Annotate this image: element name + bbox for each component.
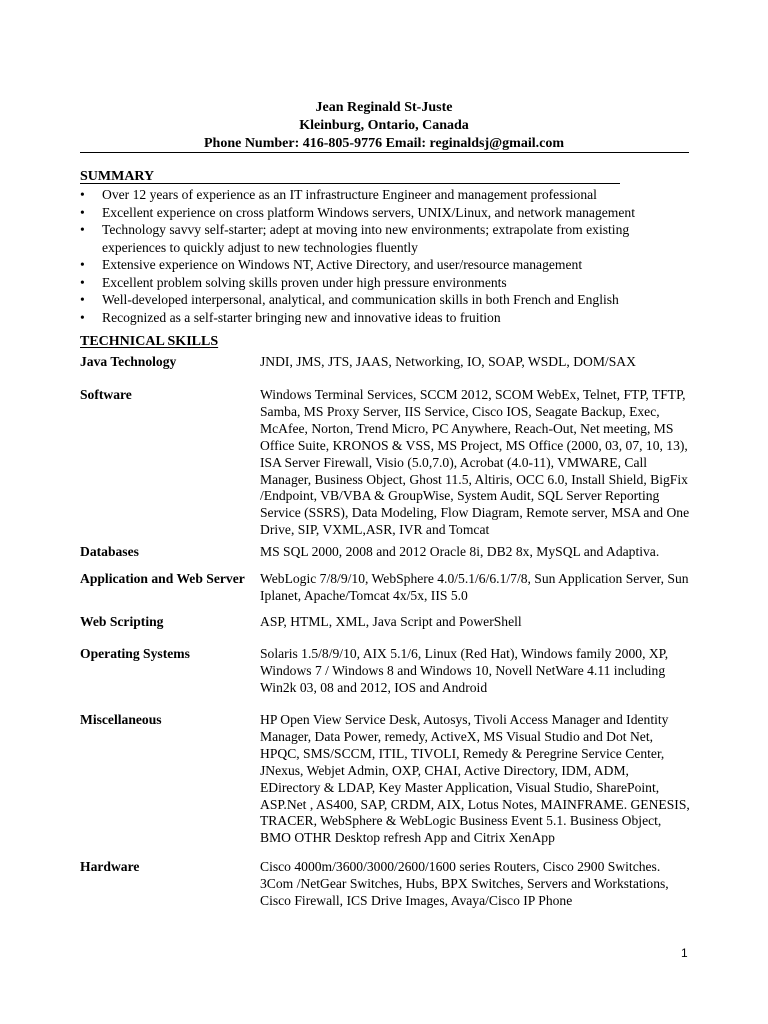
skill-value: Solaris 1.5/8/9/10, AIX 5.1/6, Linux (Red Hat), Windows family 2000, XP, Windows 7 / Windows 8 and Windows 10, Novell NetWare 4.11 including Win2k 03, 08 and 2012, IOS and Android <box>260 646 669 695</box>
summary-item: • Well-developed interpersonal, analytical, and communication skills in both French and English <box>80 292 619 307</box>
bullet-icon: • <box>80 204 85 220</box>
bullet-icon: • <box>80 292 85 307</box>
skill-value: HP Open View Service Desk, Autosys, Tivoli Access Manager and Identity Manager, Data Power, remedy, ActiveX, MS Visual Studio and Dot Net, HPQC, SMS/SCCM, ITIL, TIVOLI, Remedy & Peregrine Service Center, JNexus, Webjet Admin, OXP, CHAI, Active Directory, IDM, ADM, EDirectory & LDAP, Key Master Application, Visual Studio, SharePoint, ASP.Net , AS400, SAP, CRDM, AIX, Lotus Notes, MAINFRAME. GENESIS, TRACER, WebSphere & WebLogic Business Event 5.1. Business Object, BMO OTHR Desktop refresh App and Citrix XenApp <box>260 712 690 846</box>
bullet-icon: • <box>80 309 85 325</box>
skill-category: Software <box>80 387 132 402</box>
skill-value: MS SQL 2000, 2008 and 2012 Oracle 8i, DB2 8x, MySQL and Adaptiva. <box>260 544 660 559</box>
bullet-icon: • <box>80 222 85 237</box>
skill-value: JNDI, JMS, JTS, JAAS, Networking, IO, SOAP, WSDL, DOM/SAX <box>260 354 636 369</box>
summary-list <box>80 186 680 326</box>
skill-category: Hardware <box>80 859 140 874</box>
summary-item: • Extensive experience on Windows NT, Active Directory, and user/resource management <box>80 257 583 272</box>
candidate-location: Kleinburg, Ontario, Canada <box>299 118 469 133</box>
skill-category: Databases <box>80 544 139 559</box>
summary-item: • Over 12 years of experience as an IT infrastructure Engineer and management professional <box>80 187 597 202</box>
skill-category: Application and Web Server <box>80 571 245 586</box>
candidate-contact: Phone Number: 416-805-9776 Email: reginaldsj@gmail.com <box>203 136 564 151</box>
resume-header <box>80 99 688 153</box>
bullet-icon: • <box>80 274 85 290</box>
skill-value: ASP, HTML, XML, Java Script and PowerShell <box>260 614 522 629</box>
summary-item: • Excellent problem solving skills proven under high pressure environments <box>80 274 507 290</box>
skill-value: Windows Terminal Services, SCCM 2012, SCOM WebEx, Telnet, FTP, TFTP, Samba, MS Proxy Server, IIS Service, Cisco IOS, Seagate Backup, Exec, McAfee, Norton, Trend Micro, PC Anywhere, Reach-Out, Net meeting, MS Office Suite, KRONOS & VSS, MS Project, MS Office (2000, 03, 07, 10, 13), ISA Server Firewall, Visio (5.0,7.0), Acrobat (4.0-11), VMWARE, Call Manager, Business Object, Ghost 11.5, Altiris, OCC 6.0, Install Shield, BigFix /Endpoint, VB/VBA & GroupWise, System Audit, SQL Server Reporting Service (SSRS), Data Modeling, Flow Diagram, Remote server, MSA and One Drive, SIP, VXML,ASR, IVR and Tomcat <box>260 387 690 538</box>
skill-value: WebLogic 7/8/9/10, WebSphere 4.0/5.1/6/6.1/7/8, Sun Application Server, Sun Iplanet, Apache/Tomcat 4x/5x, IIS 5.0 <box>260 571 689 603</box>
header-divider <box>80 152 689 153</box>
bullet-icon: • <box>80 257 85 272</box>
summary-heading: SUMMARY <box>80 169 155 184</box>
summary-item: • Technology savvy self-starter; adept at moving into new environments; extrapolate from existing experiences to quickly adjust to new technologies fluently <box>80 222 630 255</box>
candidate-name: Jean Reginald St-Juste <box>315 100 453 115</box>
page-number: 1 <box>681 946 688 960</box>
technical-skills-heading: TECHNICAL SKILLS <box>80 334 219 349</box>
summary-underline <box>80 183 620 184</box>
summary-item: • Recognized as a self-starter bringing new and innovative ideas to fruition <box>80 309 501 325</box>
bullet-icon: • <box>80 187 85 202</box>
skill-value: Cisco 4000m/3600/3000/2600/1600 series Routers, Cisco 2900 Switches. 3Com /NetGear Switches, Hubs, BPX Switches, Servers and Workstations, Cisco Firewall, ICS Drive Images, Avaya/Cisco IP Phone <box>260 859 669 908</box>
skill-category: Web Scripting <box>80 614 164 629</box>
skill-category: Operating Systems <box>80 646 190 661</box>
skill-category: Miscellaneous <box>80 712 162 727</box>
summary-item: • Excellent experience on cross platform Windows servers, UNIX/Linux, and network management <box>80 204 635 220</box>
skill-category: Java Technology <box>80 354 177 369</box>
